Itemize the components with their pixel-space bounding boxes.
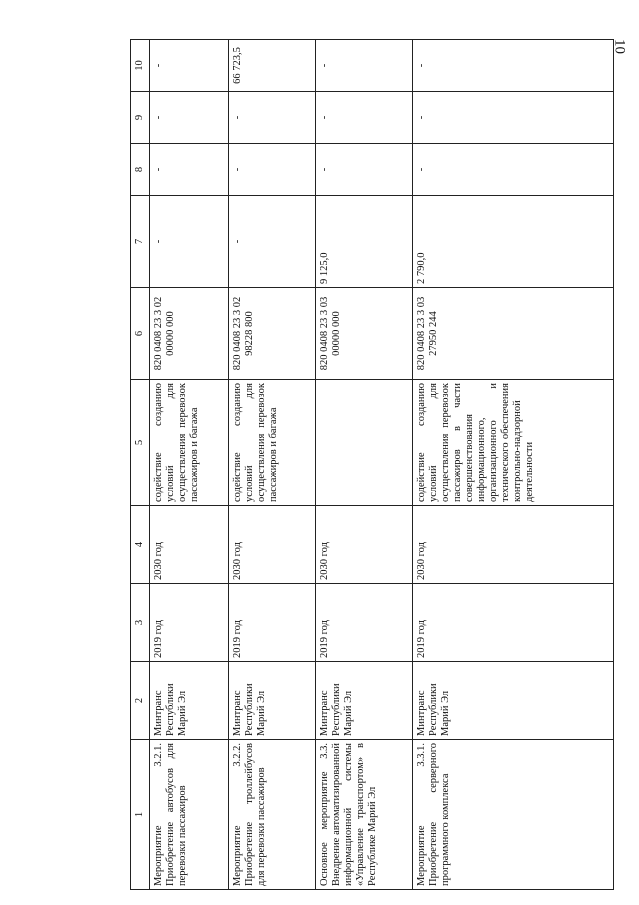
budget-code: 820 0408 23 3 03 00000 000 bbox=[316, 288, 413, 380]
value-col9-text: - bbox=[416, 115, 427, 120]
value-col10-text: 66 723,5 bbox=[232, 47, 243, 84]
measure-name: Мероприятие 3.2.2. Приобретение троллейбусов для перевозки пассажиров bbox=[229, 740, 316, 890]
header-cell: 8 bbox=[131, 144, 150, 196]
value-col9 bbox=[229, 92, 316, 144]
header-cell: 7 bbox=[131, 196, 150, 288]
expected-result: содействие созданию условий для осуществления перевозок пассажиров и багажа bbox=[229, 380, 316, 506]
value-col10 bbox=[229, 40, 316, 92]
header-row bbox=[131, 40, 150, 890]
value-col8-text: - bbox=[319, 167, 330, 172]
responsible-executor: Минтранс Республики Марий Эл bbox=[413, 662, 614, 740]
value-col7-text: - bbox=[232, 239, 243, 244]
value-col8-text: - bbox=[232, 167, 243, 172]
measure-name: Основное мероприятие 3.3. Внедрение автоматизированной информационной системы «Управление транспортом» в Республике Марий Эл bbox=[316, 740, 413, 890]
end-year: 2030 год bbox=[150, 506, 229, 584]
start-year: 2019 год bbox=[229, 584, 316, 662]
rotated-table-container bbox=[130, 40, 639, 890]
value-col10 bbox=[413, 40, 614, 92]
value-col7-text: 9 125,0 bbox=[319, 252, 330, 284]
start-year: 2019 год bbox=[316, 584, 413, 662]
value-col8-text: - bbox=[153, 167, 164, 172]
value-col7-text: 2 790,0 bbox=[416, 252, 427, 284]
header-cell: 5 bbox=[131, 380, 150, 506]
value-col9 bbox=[413, 92, 614, 144]
expected-result bbox=[316, 380, 413, 506]
responsible-executor: Минтранс Республики Марий Эл bbox=[150, 662, 229, 740]
value-col10-text: - bbox=[153, 63, 164, 68]
header-cell: 4 bbox=[131, 506, 150, 584]
header-cell: 9 bbox=[131, 92, 150, 144]
value-col7 bbox=[316, 196, 413, 288]
header-cell: 3 bbox=[131, 584, 150, 662]
header-cell: 10 bbox=[131, 40, 150, 92]
value-col9-text: - bbox=[153, 115, 164, 120]
end-year: 2030 год bbox=[316, 506, 413, 584]
value-col8 bbox=[413, 144, 614, 196]
value-col8 bbox=[150, 144, 229, 196]
expected-result: содействие созданию условий для осуществления перевозок пассажиров и багажа bbox=[150, 380, 229, 506]
value-col7 bbox=[413, 196, 614, 288]
value-col10 bbox=[150, 40, 229, 92]
table-row bbox=[316, 40, 413, 890]
responsible-executor: Минтранс Республики Марий Эл bbox=[229, 662, 316, 740]
value-col8 bbox=[229, 144, 316, 196]
budget-code: 820 0408 23 3 02 00000 000 bbox=[150, 288, 229, 380]
value-col9 bbox=[316, 92, 413, 144]
value-col8 bbox=[316, 144, 413, 196]
program-table bbox=[130, 39, 614, 890]
value-col7-text: - bbox=[153, 239, 164, 244]
value-col9 bbox=[150, 92, 229, 144]
page-number: 10 bbox=[611, 39, 628, 54]
value-col7 bbox=[229, 196, 316, 288]
measure-name: Мероприятие 3.2.1. Приобретение автобусов для перевозки пассажиров bbox=[150, 740, 229, 890]
table-row bbox=[150, 40, 229, 890]
value-col9-text: - bbox=[232, 115, 243, 120]
value-col9-text: - bbox=[319, 115, 330, 120]
budget-code: 820 0408 23 3 03 27950 244 bbox=[413, 288, 614, 380]
header-cell: 2 bbox=[131, 662, 150, 740]
measure-name: Мероприятие 3.3.1. Приобретение серверного программного комплекса bbox=[413, 740, 614, 890]
value-col7 bbox=[150, 196, 229, 288]
budget-code: 820 0408 23 3 02 98228 800 bbox=[229, 288, 316, 380]
start-year: 2019 год bbox=[413, 584, 614, 662]
table-row bbox=[413, 40, 614, 890]
end-year: 2030 год bbox=[413, 506, 614, 584]
value-col10 bbox=[316, 40, 413, 92]
start-year: 2019 год bbox=[150, 584, 229, 662]
value-col8-text: - bbox=[416, 167, 427, 172]
header-cell: 1 bbox=[131, 740, 150, 890]
expected-result: содействие созданию условий для осуществления перевозок пассажиров в части совершенствования информационного, организационного и технического обеспечения контрольно-надзорной деятельности bbox=[413, 380, 614, 506]
table-row bbox=[229, 40, 316, 890]
value-col10-text: - bbox=[319, 63, 330, 68]
end-year: 2030 год bbox=[229, 506, 316, 584]
responsible-executor: Минтранс Республики Марий Эл bbox=[316, 662, 413, 740]
value-col10-text: - bbox=[416, 63, 427, 68]
header-cell: 6 bbox=[131, 288, 150, 380]
